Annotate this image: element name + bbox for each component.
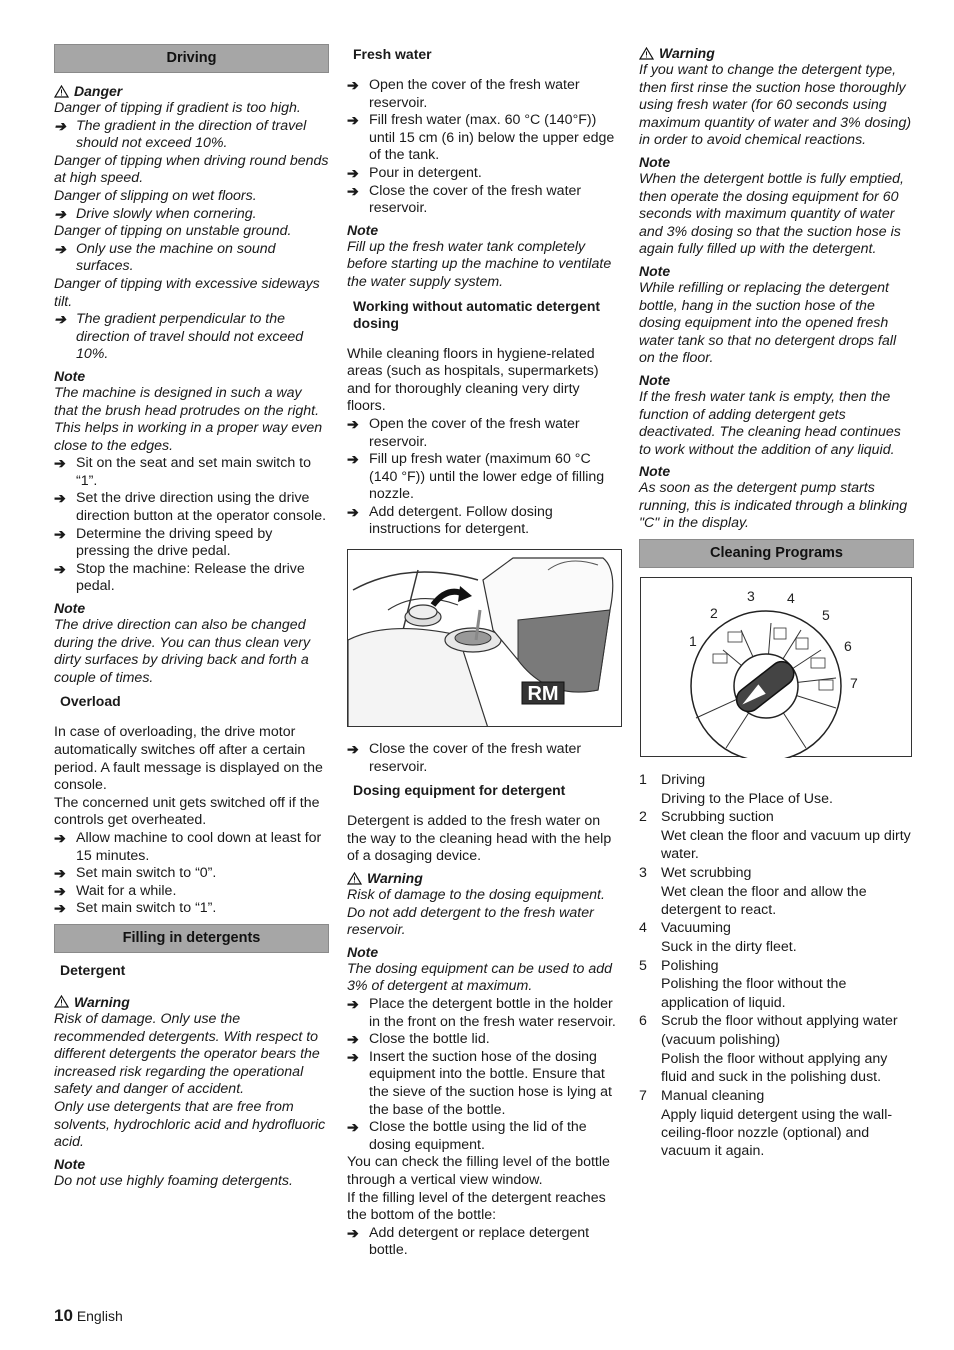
dial-drawing xyxy=(641,578,913,758)
column-1 xyxy=(54,44,329,1190)
list-item: ➔ The gradient in the direction of travel should not exceed 10%. xyxy=(54,117,307,152)
warning-triangle-icon xyxy=(54,995,69,1008)
danger-text: Danger of slipping on wet floors. xyxy=(54,187,257,204)
note-text: If the fresh water tank is empty, then the function of adding detergent gets deactivated. The cleaning head continues to work without the addition of any liquid. xyxy=(639,388,901,458)
body-text: You can check the filling level of the bottle through a vertical view window. xyxy=(347,1154,610,1188)
warning-triangle-icon xyxy=(639,47,654,60)
list-item: 1 Driving xyxy=(639,772,706,789)
programs-list xyxy=(639,771,914,1161)
section-heading-cleaning-programs: Cleaning Programs xyxy=(639,539,914,568)
list-item: ➔ Open the cover of the fresh water reservoir. xyxy=(347,415,580,450)
body-text: If the filling level of the detergent reaches the bottom of the bottle: xyxy=(347,1189,606,1224)
warning-text: Risk of damage to the dosing equipment. Do not add detergent to the fresh water reservoir. xyxy=(347,887,605,939)
danger-text: Danger of tipping on unstable ground. xyxy=(54,223,292,240)
list-item: ➔ Insert the suction hose of the dosing equipment into the bottle. Ensure that the sieve of the suction hose is lying at the base of the bottle. xyxy=(347,1048,612,1118)
dial-number: 3 xyxy=(747,588,755,605)
page-footer xyxy=(54,1306,123,1326)
column-2 xyxy=(347,46,622,1260)
list-item: 5 Polishing xyxy=(639,957,719,974)
list-item: 7 Manual cleaning xyxy=(639,1087,765,1104)
subheading-fresh-water: Fresh water xyxy=(353,46,432,62)
warning-label: Warning xyxy=(54,993,329,1011)
subheading-working-without-dosing: Working without automatic detergent dosing xyxy=(353,297,601,331)
language-label: English xyxy=(76,1308,123,1324)
right-arrow-icon: ➔ xyxy=(347,1224,359,1241)
right-arrow-icon: ➔ xyxy=(347,741,359,758)
note-text: The drive direction can also be changed during the drive. You can thus clean very dirty surfaces by driving back and forth a couple of times. xyxy=(54,617,311,686)
danger-text: Danger of tipping when driving round bends at high speed. xyxy=(54,152,329,187)
dial-number: 1 xyxy=(689,633,697,650)
note-text: Do not use highly foaming detergents. xyxy=(54,1172,293,1189)
list-item: 4 Vacuuming xyxy=(639,920,731,937)
danger-label: Danger xyxy=(54,82,329,100)
right-arrow-icon: ➔ xyxy=(54,900,66,917)
dial-number: 7 xyxy=(850,675,858,692)
list-item: 2 Scrubbing suction xyxy=(639,809,774,826)
right-arrow-icon: ➔ xyxy=(54,117,66,134)
right-arrow-icon: ➔ xyxy=(54,205,66,222)
right-arrow-icon: ➔ xyxy=(347,182,359,199)
section-heading-filling: Filling in detergents xyxy=(54,924,329,953)
note-text: When the detergent bottle is fully emptied, then operate the dosing equipment for 60 seconds with maximum quantity of water and 3% dosing so that the suction hose is again fully filled up with the detergent. xyxy=(639,170,904,258)
right-arrow-icon: ➔ xyxy=(54,311,66,328)
list-item: ➔ Fill fresh water (max. 60 °C (140°F)) until 15 cm (6 in) below the upper edge of the tank. xyxy=(347,112,615,164)
dial-number: 5 xyxy=(822,607,830,624)
warning-text: Only use detergents that are free from solvents, hydrochloric acid and hydrofluoric acid. xyxy=(54,1098,326,1151)
danger-text: Danger of tipping with excessive sideways tilt. xyxy=(54,275,320,310)
note-label: Note xyxy=(54,1155,86,1172)
list-item: ➔ Close the bottle lid. xyxy=(347,1031,490,1048)
right-arrow-icon: ➔ xyxy=(347,415,359,432)
body-text: While cleaning floors in hygiene-related areas (such as hospitals, supermarkets) and for thoroughly cleaning very dirty floors. xyxy=(347,345,599,415)
program-description: Driving to the Place of Use. xyxy=(661,790,833,807)
note-label: Note xyxy=(639,371,671,388)
body-text: In case of overloading, the drive motor automatically switches off after a certain period. A fault message is displayed on the console. xyxy=(54,724,323,794)
body-text: The concerned unit gets switched off if the controls get overheated. xyxy=(54,794,320,829)
right-arrow-icon: ➔ xyxy=(347,451,359,468)
right-arrow-icon: ➔ xyxy=(347,1048,359,1065)
list-item: ➔ Sit on the seat and set main switch to “1”. xyxy=(54,455,312,489)
right-arrow-icon: ➔ xyxy=(54,455,66,472)
program-selector-dial-illustration xyxy=(640,577,912,757)
list-item: ➔ Set main switch to “1”. xyxy=(54,900,217,917)
list-item: ➔ Wait for a while. xyxy=(54,882,177,899)
program-description: Suck in the dirty fleet. xyxy=(661,939,797,956)
filling-drawing xyxy=(348,550,622,727)
warning-label: Warning xyxy=(347,869,622,887)
list-item: ➔ Close the bottle using the lid of the dosing equipment. xyxy=(347,1119,587,1153)
list-item: ➔ Determine the driving speed by pressing the drive pedal. xyxy=(54,525,273,560)
right-arrow-icon: ➔ xyxy=(54,882,66,899)
note-text: Fill up the fresh water tank completely before starting up the machine to ventilate the water supply system. xyxy=(347,238,612,290)
right-arrow-icon: ➔ xyxy=(54,525,66,542)
subheading-detergent: Detergent xyxy=(60,961,126,978)
program-description: Wet clean the floor and allow the detergent to react. xyxy=(661,883,867,919)
right-arrow-icon: ➔ xyxy=(347,112,359,129)
program-description: Wet clean the floor and vacuum up dirty water. xyxy=(661,828,911,863)
right-arrow-icon: ➔ xyxy=(347,1119,359,1136)
note-label: Note xyxy=(347,221,379,238)
dial-number: 6 xyxy=(844,638,852,655)
subheading-dosing-equipment: Dosing equipment for detergent xyxy=(353,782,566,799)
dial-number: 2 xyxy=(710,605,718,622)
detergent-filling-illustration xyxy=(347,549,622,727)
right-arrow-icon: ➔ xyxy=(347,164,359,181)
list-item: ➔ Close the cover of the fresh water reservoir. xyxy=(347,182,582,217)
note-text: As soon as the detergent pump starts running, this is indicated through a blinking "C" in the display. xyxy=(639,480,908,532)
warning-label: Warning xyxy=(639,44,914,62)
warning-text: If you want to change the detergent type, then first rinse the suction hose thoroughly using fresh water (for 60 seconds using maximum quantity of water and 3% dosing) in order to avoid chemical reactions. xyxy=(639,62,912,149)
list-item: ➔ Set main switch to “0”. xyxy=(54,865,217,882)
list-item: ➔ Set the drive direction using the drive direction button at the operator console. xyxy=(54,490,327,525)
program-description: Apply liquid detergent using the wall-ceiling-floor nozzle (optional) and vacuum it again. xyxy=(661,1106,893,1160)
list-item: ➔ Drive slowly when cornering. xyxy=(54,205,257,222)
note-label: Note xyxy=(54,600,86,617)
right-arrow-icon: ➔ xyxy=(347,77,359,93)
program-description: Polish the floor without applying any fluid and suck in the polishing dust. xyxy=(661,1050,888,1086)
note-text: The machine is designed in such a way that the brush head protrudes on the right. This helps in working in a proper way even close to the edges. xyxy=(54,384,323,454)
note-text: The dosing equipment can be used to add 3% of detergent at maximum. xyxy=(347,960,613,995)
warning-text: Risk of damage. Only use the recommended detergents. With respect to different detergents the operator bears the increased risk regarding the operational safety and danger of accident. xyxy=(54,1010,320,1098)
note-label: Note xyxy=(639,262,671,279)
right-arrow-icon: ➔ xyxy=(54,240,66,257)
list-item: ➔ Pour in detergent. xyxy=(347,164,482,181)
list-item: ➔ Add detergent or replace detergent bottle. xyxy=(347,1224,590,1259)
note-label: Note xyxy=(639,153,671,170)
right-arrow-icon: ➔ xyxy=(54,490,66,507)
list-item: ➔ Allow machine to cool down at least for 15 minutes. xyxy=(54,829,322,864)
column-3 xyxy=(639,44,914,1161)
right-arrow-icon: ➔ xyxy=(54,560,66,577)
figure-tag: RM xyxy=(527,683,559,706)
list-item: 3 Wet scrubbing xyxy=(639,864,752,881)
section-heading-driving: Driving xyxy=(54,44,329,73)
dial-number: 4 xyxy=(787,590,795,607)
list-item: ➔ Fill up fresh water (maximum 60 °C (140 °F)) until the lower edge of filling nozzle. xyxy=(347,451,605,503)
list-item: ➔ Add detergent. Follow dosing instructions for detergent. xyxy=(347,503,553,538)
warning-triangle-icon xyxy=(54,85,69,98)
list-item: 6 Scrub the floor without applying water (vacuum polishing) xyxy=(639,1013,898,1049)
note-label: Note xyxy=(347,943,379,960)
note-text: While refilling or replacing the detergent bottle, hang in the suction hose of the dosing equipment into the opened fresh water tank so that no detergent drops fall on the floor. xyxy=(639,279,897,367)
right-arrow-icon: ➔ xyxy=(347,1031,359,1048)
list-item: ➔ The gradient perpendicular to the direction of travel should not exceed 10%. xyxy=(54,311,304,363)
subheading-overload: Overload xyxy=(60,693,121,710)
right-arrow-icon: ➔ xyxy=(347,503,359,520)
right-arrow-icon: ➔ xyxy=(347,996,359,1012)
program-description: Polishing the floor without the application of liquid. xyxy=(661,976,847,1011)
right-arrow-icon: ➔ xyxy=(54,865,66,882)
warning-triangle-icon xyxy=(347,872,362,885)
list-item: ➔ Only use the machine on sound surfaces. xyxy=(54,240,276,275)
danger-text: Danger of tipping if gradient is too high. xyxy=(54,100,301,116)
right-arrow-icon: ➔ xyxy=(54,829,66,846)
list-item: ➔ Close the cover of the fresh water reservoir. xyxy=(347,741,582,775)
list-item: ➔ Stop the machine: Release the drive pedal. xyxy=(54,560,305,595)
note-label: Note xyxy=(54,367,86,384)
list-item: ➔ Open the cover of the fresh water reservoir. xyxy=(347,77,580,111)
body-text: Detergent is added to the fresh water on the way to the cleaning head with the help of a dosaging device. xyxy=(347,813,612,865)
list-item: ➔ Place the detergent bottle in the holder in the front on the fresh water reservoir. xyxy=(347,996,616,1030)
note-label: Note xyxy=(639,463,671,480)
page-number: 10 xyxy=(54,1306,73,1325)
